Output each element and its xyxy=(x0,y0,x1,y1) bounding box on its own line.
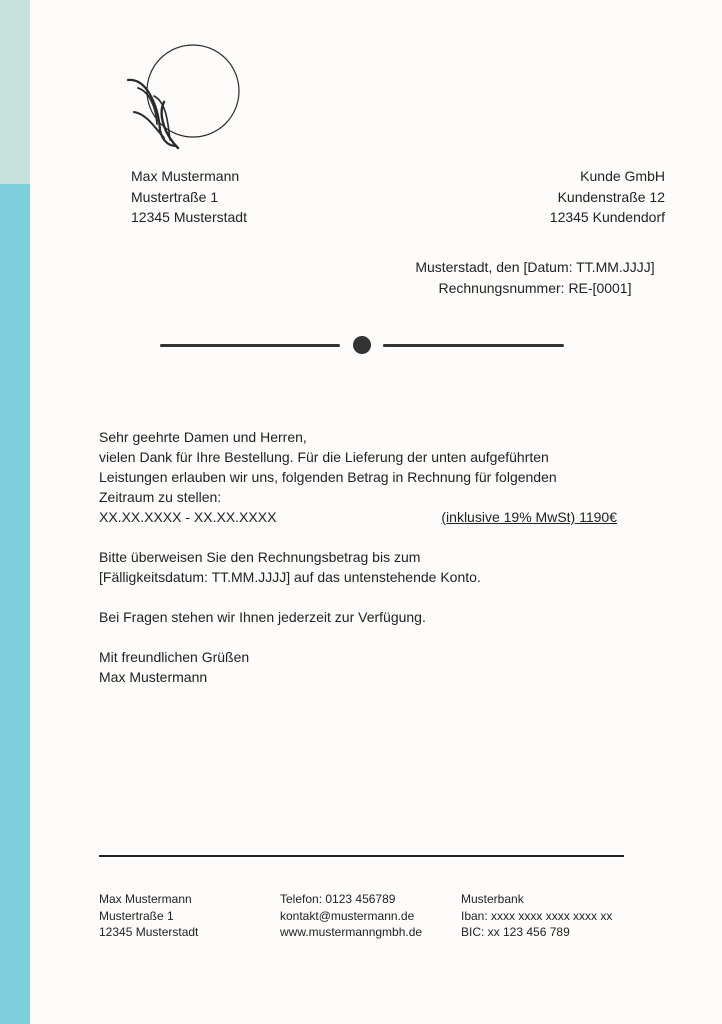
footer-divider xyxy=(99,855,624,857)
footer-email: kontakt@mustermann.de xyxy=(280,908,415,923)
footer-street: Mustertraße 1 xyxy=(99,908,174,923)
accent-stripe-top xyxy=(0,0,30,184)
footer-phone: Telefon: 0123 456789 xyxy=(280,892,396,906)
footer-web: www.mustermanngmbh.de xyxy=(280,925,423,939)
footer-city: 12345 Musterstadt xyxy=(99,925,199,939)
ornament-divider xyxy=(160,336,564,354)
recipient-address xyxy=(550,166,665,228)
sender-name: Max Mustermann xyxy=(131,168,240,184)
accent-stripe-bottom xyxy=(0,184,30,1024)
invoice-amount: (inklusive 19% MwSt) 1190€ xyxy=(441,509,617,525)
divider-dot xyxy=(353,336,371,354)
recipient-city: 12345 Kundendorf xyxy=(549,209,665,225)
sender-address xyxy=(131,166,247,228)
recipient-company: Kunde GmbH xyxy=(580,168,665,184)
sender-city: 12345 Musterstadt xyxy=(131,209,247,225)
footer-bic: BIC: xx 123 456 789 xyxy=(461,925,570,939)
recipient-street: Kundenstraße 12 xyxy=(557,188,665,205)
questions-line: Bei Fragen stehen wir Ihnen jederzeit zur Verfügung. xyxy=(99,609,426,625)
invoice-meta xyxy=(396,257,674,298)
footer-contact xyxy=(280,891,422,941)
place-date: Musterstadt, den [Datum: TT.MM.JJJJ] xyxy=(415,259,655,275)
invoice-number: Rechnungsnummer: RE-[0001] xyxy=(438,279,632,296)
sender-street: Mustertraße 1 xyxy=(131,188,219,205)
leaf-circle-logo-icon xyxy=(124,42,244,152)
footer-name: Max Mustermann xyxy=(99,892,192,906)
payment-line-2: [Fälligkeitsdatum: TT.MM.JJJJ] auf das untenstehende Konto. xyxy=(99,569,481,585)
period-amount-row xyxy=(99,507,617,527)
footer-iban: Iban: xxxx xxxx xxxx xxxx xx xyxy=(461,908,613,923)
divider-line-right xyxy=(383,344,564,347)
footer-address xyxy=(99,891,198,941)
payment-line-1: Bitte überweisen Sie den Rechnungsbetrag bis zum xyxy=(99,549,421,565)
footer-bank-name: Musterbank xyxy=(461,892,524,906)
billing-period: XX.XX.XXXX - XX.XX.XXXX xyxy=(99,509,277,525)
closing: Mit freundlichen Grüßen xyxy=(99,649,250,665)
footer-bank xyxy=(461,891,612,941)
letter-line-1: vielen Dank für Ihre Bestellung. Für die Lieferung der unten aufgeführten xyxy=(99,449,549,465)
divider-line-left xyxy=(160,344,340,347)
letter-line-3: Zeitraum zu stellen: xyxy=(99,489,222,505)
signature: Max Mustermann xyxy=(99,669,208,685)
letter-body xyxy=(99,427,619,687)
letter-line-2: Leistungen erlauben wir uns, folgenden Betrag in Rechnung für folgenden xyxy=(99,469,557,485)
salutation: Sehr geehrte Damen und Herren, xyxy=(99,429,307,445)
